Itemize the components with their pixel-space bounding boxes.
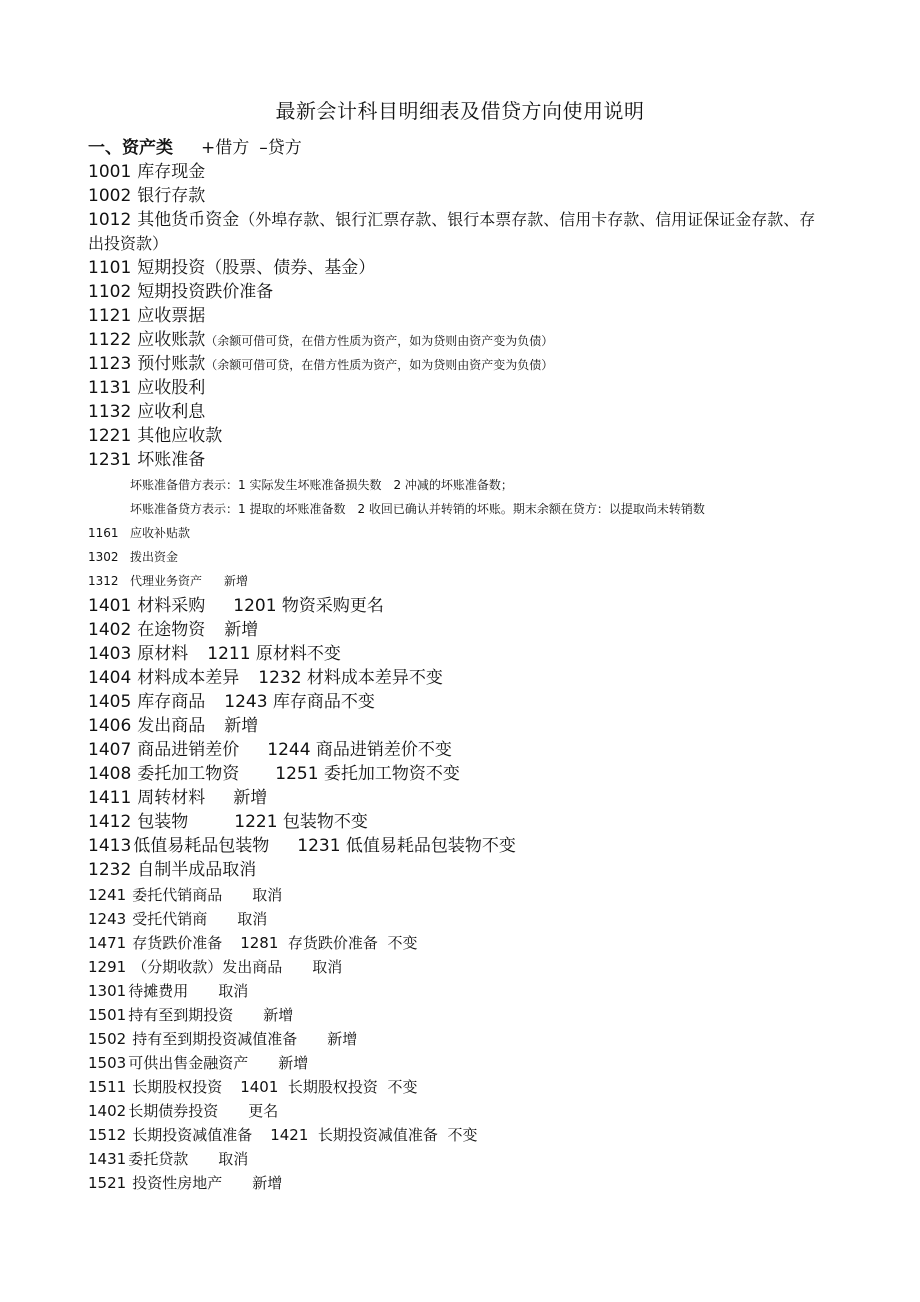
account-name: 在途物资	[137, 620, 206, 640]
account-code: 1012	[88, 210, 132, 230]
account-name: 代理业务资产	[130, 574, 203, 588]
account-change: 1232 材料成本差异不变	[258, 668, 443, 688]
account-change: 新增	[224, 716, 259, 736]
account-line	[88, 160, 205, 184]
account-change: 取消	[237, 910, 268, 928]
account-line	[88, 858, 256, 882]
account-code: 1131	[88, 378, 132, 398]
account-code: 1471	[88, 934, 127, 952]
account-note: （余额可借可贷，在借方性质为资产，如为贷则由资产变为负债）	[205, 334, 554, 348]
account-name: 委托代销商品	[132, 886, 223, 904]
account-line	[88, 256, 375, 280]
account-code: 1243	[88, 910, 127, 928]
account-change: 取消	[312, 958, 343, 976]
account-code: 1312	[88, 574, 119, 588]
account-name: 自制半成品取消	[137, 860, 257, 880]
account-change: 1243 库存商品不变	[224, 692, 375, 712]
account-change: 新增	[263, 1006, 294, 1024]
account-line	[88, 1124, 477, 1146]
document-title: 最新会计科目明细表及借贷方向使用说明	[275, 99, 645, 123]
account-line	[88, 1100, 278, 1122]
bad-debt-note: 坏账准备贷方表示：1 提取的坏账准备数 2 收回已确认并转销的坏账。期末余额在贷方：以提取尚未转销数	[130, 502, 705, 516]
account-code: 1101	[88, 258, 132, 278]
account-name: 可供出售金融资产	[128, 1054, 249, 1072]
account-name: 原材料	[137, 644, 189, 664]
account-code: 1413	[88, 836, 132, 856]
account-code: 1502	[88, 1030, 127, 1048]
account-name: 投资性房地产	[132, 1174, 223, 1192]
account-change: 1231 低值易耗品包装物不变	[297, 836, 516, 856]
account-line	[88, 376, 205, 400]
account-name: 持有至到期投资减值准备	[132, 1030, 298, 1048]
account-code: 1102	[88, 282, 132, 302]
account-line	[88, 642, 341, 666]
account-name: 坏账准备	[137, 450, 206, 470]
account-code: 1231	[88, 450, 132, 470]
account-name: 短期投资（股票、债券、基金）	[137, 258, 376, 278]
account-line	[88, 184, 205, 208]
account-name: 存货跌价准备	[132, 934, 223, 952]
account-name: 包装物	[137, 812, 189, 832]
account-line	[88, 908, 267, 930]
account-code: 1411	[88, 788, 132, 808]
account-line	[88, 666, 443, 690]
account-line	[88, 523, 190, 543]
account-line	[88, 328, 553, 353]
account-code: 1406	[88, 716, 132, 736]
account-name: 拨出资金	[130, 550, 179, 564]
account-change: 新增	[327, 1030, 358, 1048]
account-name: 应收补贴款	[130, 526, 191, 540]
account-code: 1132	[88, 402, 132, 422]
account-line	[88, 738, 452, 762]
account-line	[88, 400, 205, 424]
account-code: 1221	[88, 426, 132, 446]
account-code: 1001	[88, 162, 132, 182]
account-code: 1241	[88, 886, 127, 904]
account-change: 1401 长期股权投资 不变	[240, 1078, 418, 1096]
account-change: 取消	[218, 1150, 249, 1168]
account-code: 1161	[88, 526, 119, 540]
account-code: 1291	[88, 958, 127, 976]
account-code: 1402	[88, 620, 132, 640]
bad-debt-note: 坏账准备借方表示：1 实际发生坏账准备损失数 2 冲减的坏账准备数；	[130, 478, 513, 492]
account-code: 1002	[88, 186, 132, 206]
account-name: 银行存款	[137, 186, 206, 206]
account-name: 应收利息	[137, 402, 206, 422]
account-name: 周转材料	[137, 788, 206, 808]
account-line	[88, 956, 342, 978]
account-line	[88, 448, 205, 472]
account-line	[88, 304, 205, 328]
account-name: 材料采购	[137, 596, 206, 616]
account-name: 其他货币资金	[137, 210, 240, 230]
account-change: 取消	[218, 982, 249, 1000]
account-code: 1302	[88, 550, 119, 564]
account-change: 1244 商品进销差价不变	[267, 740, 452, 760]
account-change: 1421 长期投资减值准备 不变	[270, 1126, 478, 1144]
account-change: 新增	[233, 788, 268, 808]
account-line	[88, 547, 178, 567]
account-change: 1251 委托加工物资不变	[275, 764, 460, 784]
account-name: 应收股利	[137, 378, 206, 398]
account-line	[88, 810, 368, 834]
account-code: 1511	[88, 1078, 127, 1096]
account-change: 更名	[248, 1102, 279, 1120]
account-line	[88, 1148, 248, 1170]
debit-label: +借方	[201, 138, 250, 158]
account-code: 1121	[88, 306, 132, 326]
account-code: 1407	[88, 740, 132, 760]
account-line	[88, 280, 273, 304]
account-line	[88, 571, 248, 591]
account-change: 新增	[278, 1054, 309, 1072]
account-note-continuation: 出投资款）	[88, 234, 169, 253]
section-heading	[88, 136, 302, 160]
account-name: 低值易耗品包装物	[133, 836, 270, 856]
account-name: 持有至到期投资	[128, 1006, 234, 1024]
account-name: 库存现金	[137, 162, 206, 182]
account-line	[88, 1028, 357, 1050]
account-code: 1401	[88, 596, 132, 616]
account-name: 应收票据	[137, 306, 206, 326]
account-line	[88, 1172, 282, 1194]
account-name: 长期投资减值准备	[132, 1126, 253, 1144]
account-code: 1512	[88, 1126, 127, 1144]
account-code: 1232	[88, 860, 132, 880]
account-code: 1405	[88, 692, 132, 712]
account-name: 发出商品	[137, 716, 206, 736]
account-line	[88, 1076, 417, 1098]
account-line	[88, 786, 267, 810]
account-name: 待摊费用	[128, 982, 189, 1000]
account-code: 1404	[88, 668, 132, 688]
account-name: 库存商品	[137, 692, 206, 712]
account-name: 短期投资跌价准备	[137, 282, 274, 302]
account-code: 1408	[88, 764, 132, 784]
account-note: （余额可借可贷，在借方性质为资产，如为贷则由资产变为负债）	[205, 358, 554, 372]
account-change: 1221 包装物不变	[234, 812, 368, 832]
account-code: 1501	[88, 1006, 127, 1024]
account-line	[88, 424, 222, 448]
account-name: 其他应收款	[137, 426, 223, 446]
account-line	[88, 834, 516, 858]
account-change: 1281 存货跌价准备 不变	[240, 934, 418, 952]
account-code: 1403	[88, 644, 132, 664]
section-label: 一、资产类	[88, 138, 173, 158]
account-name: 预付账款	[137, 354, 206, 374]
account-name: 材料成本差异	[137, 668, 240, 688]
account-name: （分期收款）发出商品	[132, 958, 283, 976]
account-change: 取消	[252, 886, 283, 904]
account-change: 新增	[224, 620, 259, 640]
credit-label: –贷方	[259, 138, 302, 158]
account-name: 商品进销差价	[137, 740, 240, 760]
account-code: 1431	[88, 1150, 127, 1168]
account-line	[88, 594, 384, 618]
account-line	[88, 714, 258, 738]
account-change: 新增	[224, 574, 249, 588]
account-line	[88, 884, 282, 906]
account-line	[88, 618, 258, 642]
account-code: 1412	[88, 812, 132, 832]
account-line	[88, 980, 248, 1002]
account-code: 1301	[88, 982, 127, 1000]
account-line	[88, 352, 553, 377]
account-change: 1211 原材料不变	[207, 644, 341, 664]
account-line	[88, 1052, 308, 1074]
account-name: 长期债券投资	[128, 1102, 219, 1120]
account-name: 委托贷款	[128, 1150, 189, 1168]
account-name: 长期股权投资	[132, 1078, 223, 1096]
account-line	[88, 762, 460, 786]
account-name: 应收账款	[137, 330, 206, 350]
account-change: 1201 物资采购更名	[233, 596, 384, 616]
account-name: 受托代销商	[132, 910, 208, 928]
account-code: 1402	[88, 1102, 127, 1120]
account-code: 1123	[88, 354, 132, 374]
account-name: 委托加工物资	[137, 764, 240, 784]
account-line	[88, 932, 417, 954]
account-code: 1503	[88, 1054, 127, 1072]
account-note: （外埠存款、银行汇票存款、银行本票存款、信用卡存款、信用证保证金存款、存	[239, 210, 816, 229]
account-change: 新增	[252, 1174, 283, 1192]
account-line	[88, 1004, 293, 1026]
account-line	[88, 690, 375, 714]
account-line	[88, 208, 815, 232]
account-code: 1521	[88, 1174, 127, 1192]
account-code: 1122	[88, 330, 132, 350]
